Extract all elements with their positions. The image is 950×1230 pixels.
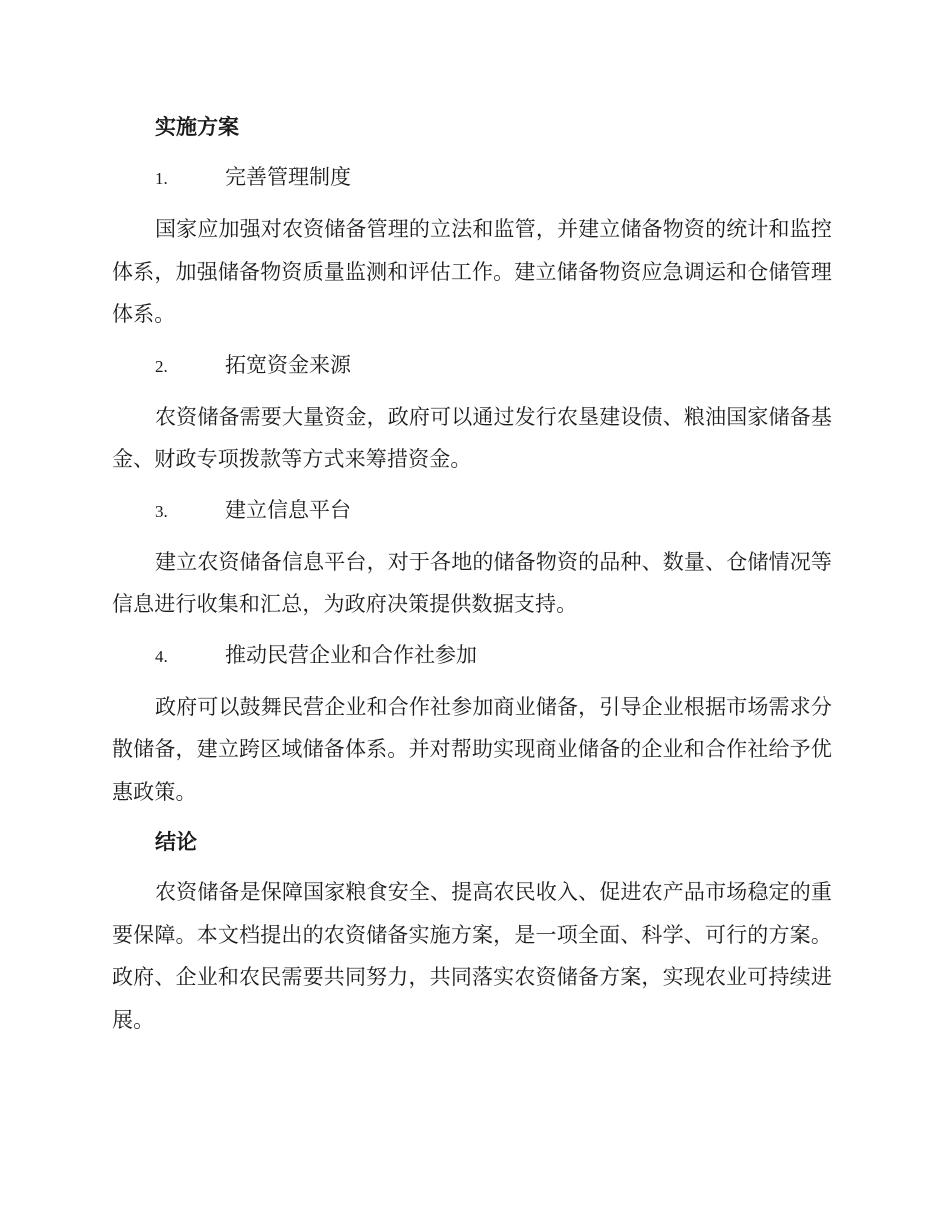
document-page xyxy=(112,106,832,1049)
item-3-body: 建立农资储备信息平台，对于各地的储备物资的品种、数量、仓储情况等信息进行收集和汇总，为政府决策提供数据支持。 xyxy=(112,549,832,616)
item-1-number: 1. xyxy=(155,169,168,188)
item-2-number: 2. xyxy=(155,356,168,376)
item-4-heading xyxy=(112,634,832,678)
item-2-body: 农资储备需要大量资金，政府可以通过发行农垦建设债、粮油国家储备基金、财政专项拨款等方式来筹措资金。 xyxy=(112,404,832,471)
item-4-body: 政府可以鼓舞民营企业和合作社参加商业储备，引导企业根据市场需求分散储备，建立跨区域储备体系。并对帮助实现商业储备的企业和合作社给予优惠政策。 xyxy=(112,694,832,804)
item-1-body: 国家应加强对农资储备管理的立法和监管，并建立储备物资的统计和监控体系，加强储备物资质量监测和评估工作。建立储备物资应急调运和仓储管理体系。 xyxy=(112,217,832,326)
conclusion-heading: 结论 xyxy=(155,830,197,854)
item-1-title: 完善管理制度 xyxy=(225,165,351,189)
item-2-title: 拓宽资金来源 xyxy=(225,352,351,377)
item-3-heading xyxy=(112,489,832,533)
item-3-number: 3. xyxy=(155,501,168,521)
conclusion-body: 农资储备是保障国家粮食安全、提高农民收入、促进农产品市场稳定的重要保障。本文档提出的农资储备实施方案，是一项全面、科学、可行的方案。政府、企业和农民需要共同努力，共同落实农资储备方案，实现农业可持续进展。 xyxy=(112,880,832,1032)
item-2-heading xyxy=(112,344,832,388)
item-4-number: 4. xyxy=(155,646,168,666)
item-4-title: 推动民营企业和合作社参加 xyxy=(225,642,477,667)
item-3-title: 建立信息平台 xyxy=(225,497,351,522)
item-1-heading xyxy=(112,156,832,200)
section-heading: 实施方案 xyxy=(155,115,239,139)
